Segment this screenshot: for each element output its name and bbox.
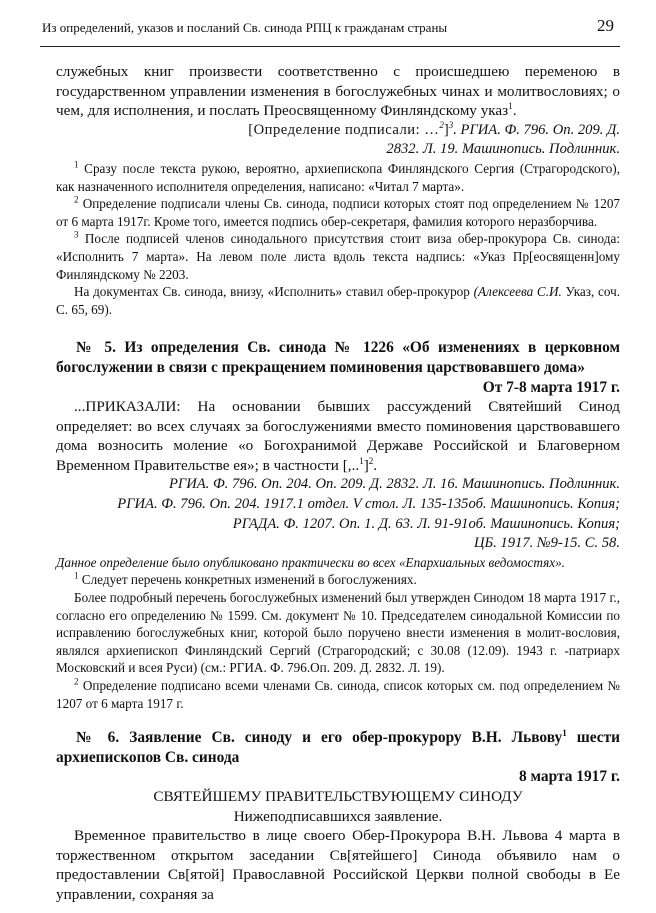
source-line: ЦБ. 1917. №9-15. С. 58. (473, 535, 620, 552)
footnote: На документах Св. синода, внизу, «Исполнить» ставил обер-прокурор (Алексеева С.И. Указ, соч. С. 65, 69). (56, 284, 621, 317)
page-content (56, 62, 620, 905)
source-line: РГИА. Ф. 796. Оп. 204. 1917.1 отдел. V стол. Л. 135-135об. Машинопись. Копия; (117, 496, 620, 513)
source-line: 2832. Л. 19. Машинопись. Подлинник. (386, 141, 620, 158)
paragraph-continuation: служебных книг произвести соответственно с происшедшею переменою в государственном управлении изменения в богослужебных чинах и молитвословиях; о чем, для исполнения, и послать Преосвященному Финляндскому указ$^1$. (56, 63, 620, 120)
header-rule (40, 46, 620, 47)
document-page (40, 0, 620, 913)
document-text: Временное правительство в лице своего Обер-Прокурора В.Н. Львова 4 марта в торжественном открытом заседании Св[ятейшего] Синода объявило нам о предоставлении Св[ятой] Православной Российской Церкви полной свободы в Ее управлении, сохраняя за (56, 827, 620, 903)
source-line: РГИА. Ф. 796. Оп. 204. Оп. 209. Д. 2832. Л. 16. Машинопись. Подлинник. (168, 476, 620, 493)
document-date: 8 марта 1917 г. (519, 768, 620, 786)
footnote: $^3$ После подписей членов синодального присутствия стоит виза обер-прокурора Св. синода: «Исполнить 7 марта». На левом поле листа вдоль текста надпись: «Указ Пр[еосвященн]ому Финляндскому № 2203. (56, 229, 620, 282)
footnote-continuation: Более подробный перечень богослужебных изменений был утвержден Синодом 18 марта 1917 г., согласно его определению № 1599. См. документ № 10. Председателем синодальной Комиссии по исправлению богослужебных книг, которой было поручено внести изменения в молит-вословия, являлся архиепископ Финляндский Сергий (Страгородский; с 30.08 (12.09). 1943 г. -патриарх Московский и всея Руси) (см.: РГИА. Ф. 796.Оп. 209. Д. 2832. Л. 19). (56, 590, 620, 676)
page-number: 29 (597, 16, 614, 35)
document-heading: № 6. Заявление Св. синоду и его обер-прокурору В.Н. Львову$^1$ шести архиепископов Св. синода (56, 728, 620, 766)
running-title: Из определений, указов и посланий Св. синода РПЦ к гражданам страны (42, 20, 448, 35)
document-date: От 7-8 марта 1917 г. (482, 378, 620, 396)
footnote: $^2$ Определение подписали члены Св. синода, подписи которых стоят под определением № 1207 от 6 марта 1917г. Кроме того, имеется подпись обер-секретаря, фамилия которого неразборчива. (56, 194, 621, 229)
running-header (40, 14, 620, 42)
document-text: ...ПРИКАЗАЛИ: На основании бывших рассуждений Святейший Синод определяет: во всех случаях за богослужениями вместо поминовения царствовавшего дома возносить моление «о Богохранимой Державе Российской и Благоверном Временном Правительстве ея»; в частности $[,..^1]^2$. (56, 398, 620, 474)
publication-note: Данное определение было опубликовано практически во всех «Епархиальных ведомостях». (56, 554, 565, 570)
document-heading: № 5. Из определения Св. синода № 1226 «Об изменениях в церковном богослужении в связи с прекращением поминовения царствовавшего дома» (56, 339, 620, 376)
footnote: $^1$ Следует перечень конкретных изменений в богослужениях. (74, 571, 417, 588)
source-line: [Определение подписали: …$^2$]$^3$. РГИА. Ф. 796. Оп. 209. Д. (248, 119, 620, 138)
footnote: $^1$ Сразу после текста рукою, вероятно, архиепископа Финляндского Сергия (Страгородского), как назначенного исполнителя определения, написано: «Читал 7 марта». (56, 159, 620, 194)
footnote: $^2$ Определение подписано всеми членами Св. синода, список которых см. под определением № 1207 от 6 марта 1917 г. (56, 676, 620, 711)
document-subtitle: Нижеподписавшихся заявление. (233, 807, 443, 825)
addressee: СВЯТЕЙШЕМУ ПРАВИТЕЛЬСТВУЮЩЕМУ СИНОДУ (153, 787, 523, 805)
source-line: РГАДА. Ф. 1207. Оп. 1. Д. 63. Л. 91-91об. Машинопись. Копия; (232, 515, 620, 532)
